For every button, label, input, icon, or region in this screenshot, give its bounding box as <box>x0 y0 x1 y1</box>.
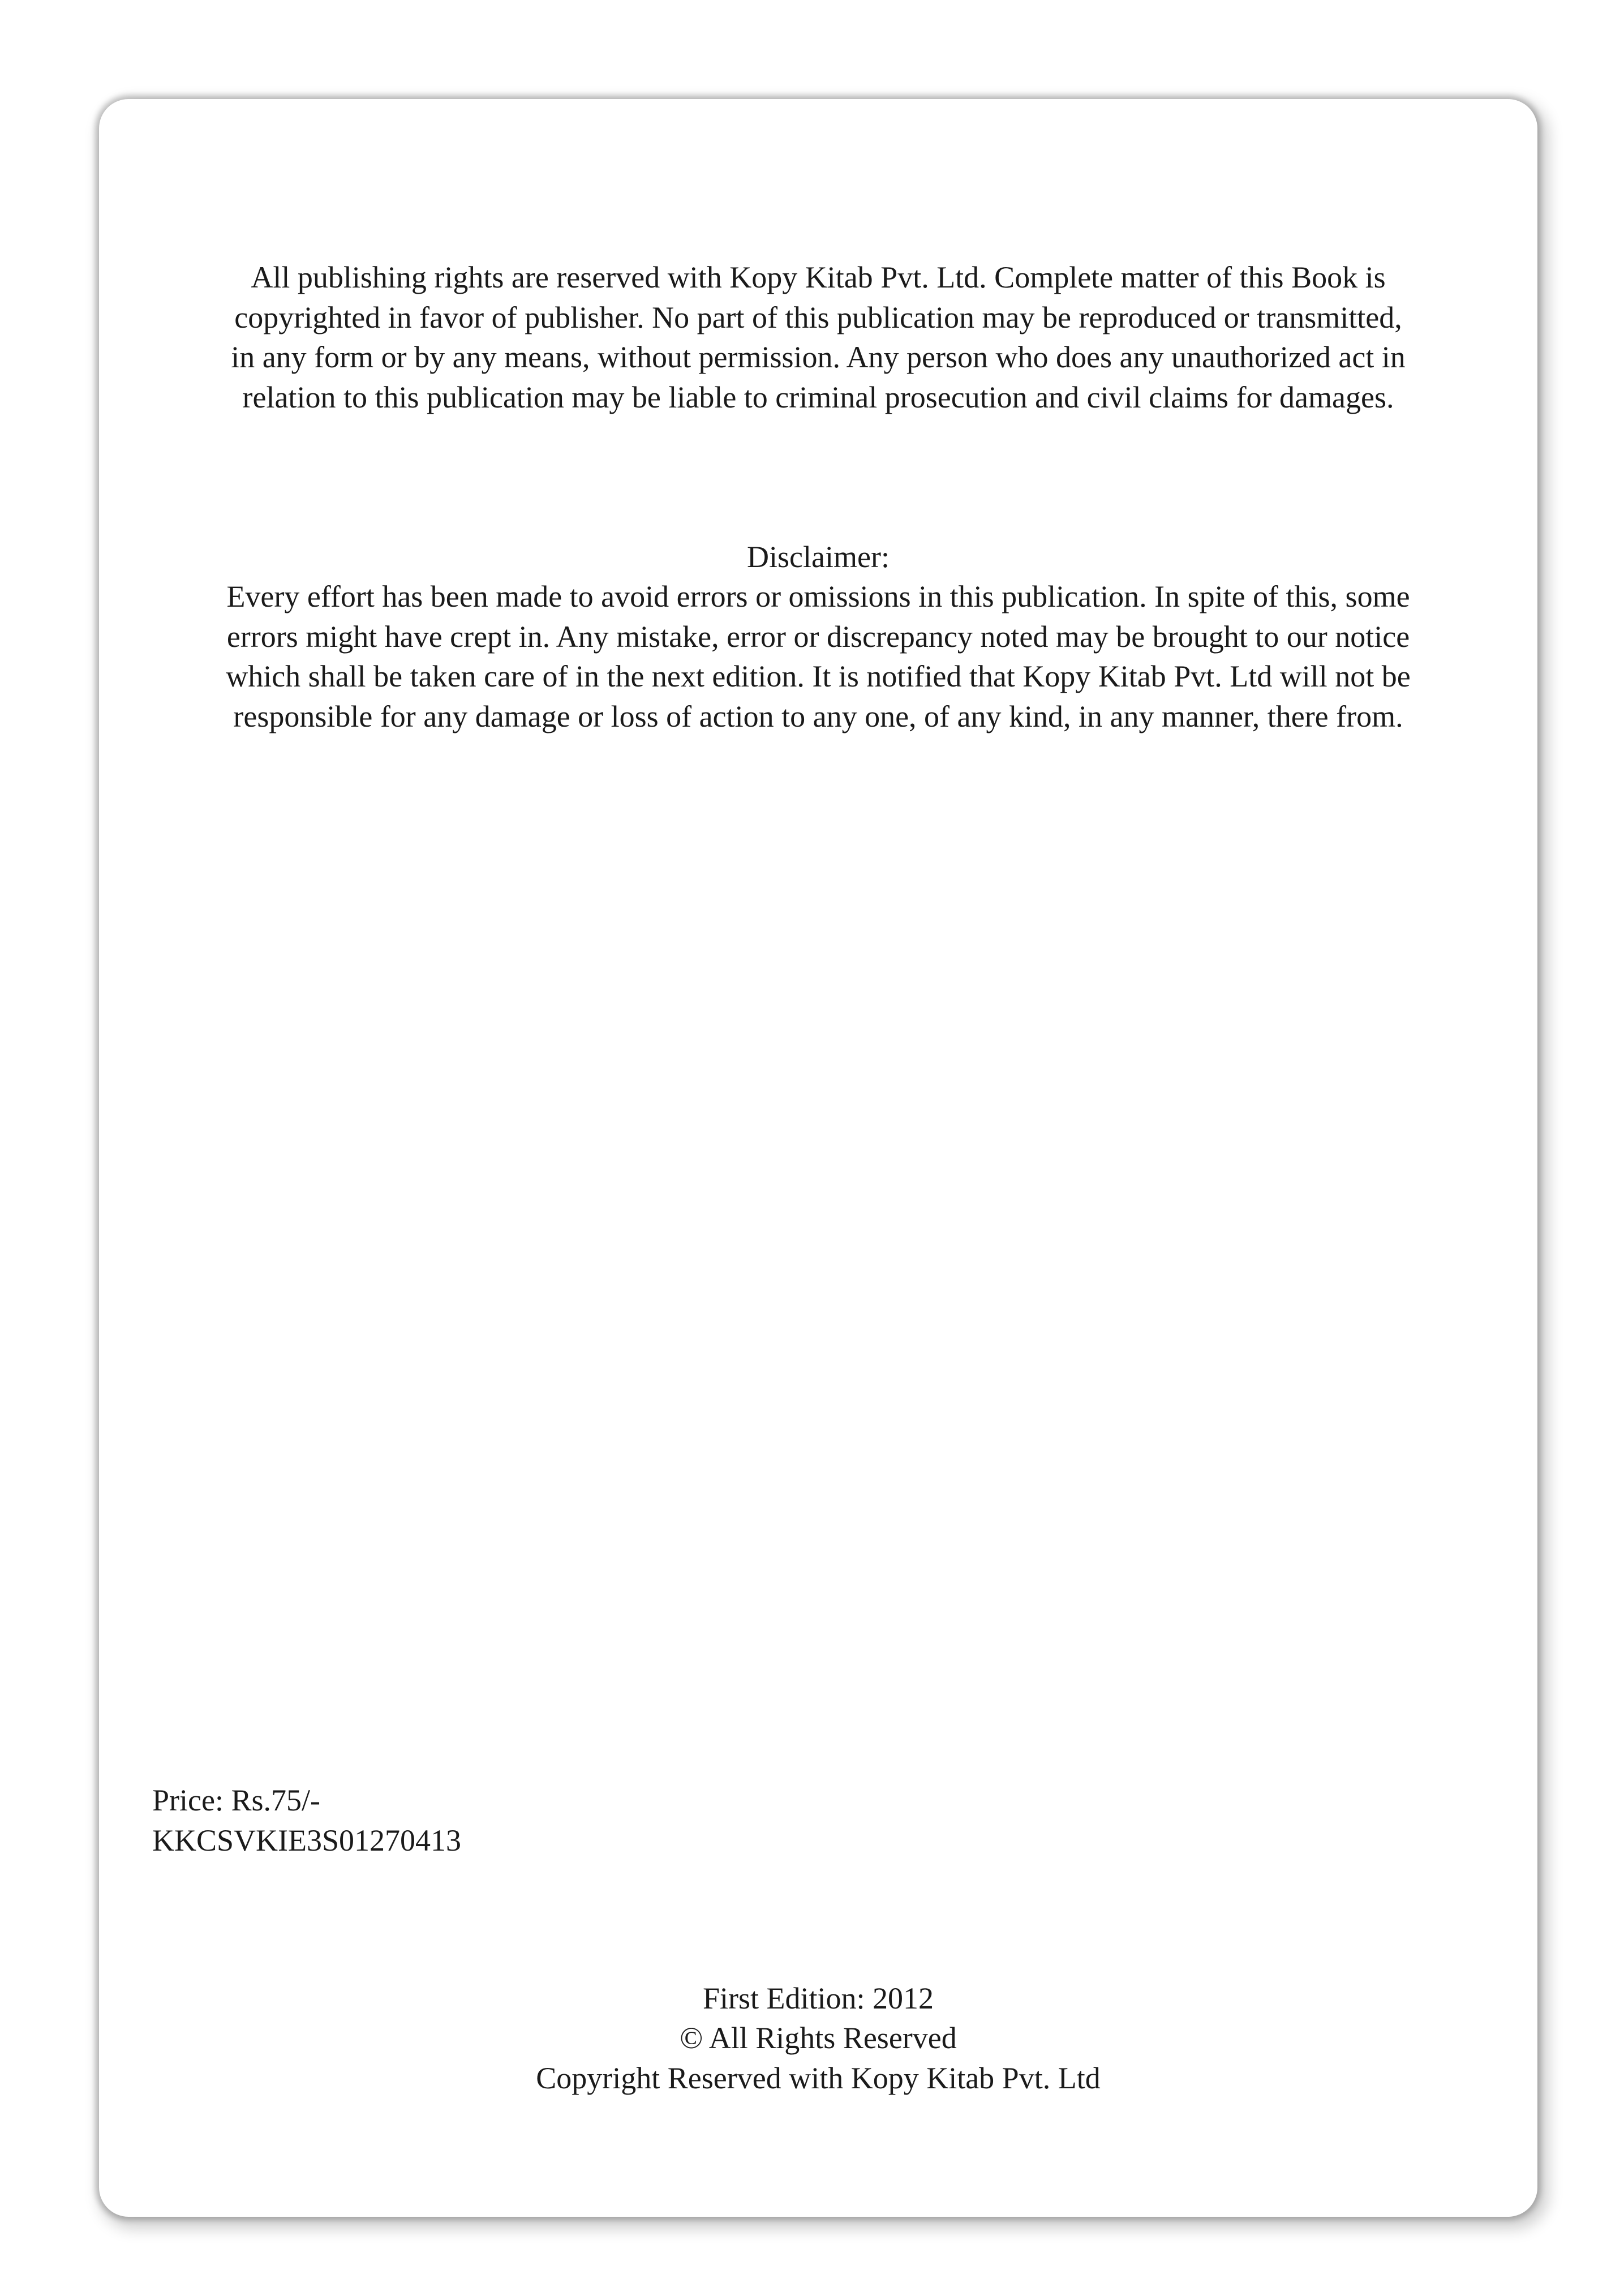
rights-reserved-text: © All Rights Reserved <box>680 2021 957 2055</box>
rights-line: relation to this publication may be liable to criminal prosecution and civil claims for damages. <box>242 380 1394 414</box>
disclaimer-line: Every effort has been made to avoid errors or omissions in this publication. In spite of this, some <box>226 580 1410 613</box>
book-code: KKCSVKIE3S01270413 <box>152 1823 462 1857</box>
rights-line: All publishing rights are reserved with Kopy Kitab Pvt. Ltd. Complete matter of this Book is <box>251 260 1386 294</box>
disclaimer-heading: Disclaimer: <box>747 540 890 574</box>
disclaimer-line: which shall be taken care of in the next edition. It is notified that Kopy Kitab Pvt. Ltd will not be <box>226 659 1411 693</box>
disclaimer-line: responsible for any damage or loss of action to any one, of any kind, in any manner, there from. <box>233 699 1403 733</box>
price-text: Price: Rs.75/- <box>152 1783 320 1817</box>
rights-line: copyrighted in favor of publisher. No part of this publication may be reproduced or transmitted, <box>234 301 1402 334</box>
page-card <box>99 99 1537 2217</box>
disclaimer-line: errors might have crept in. Any mistake, error or discrepancy noted may be brought to our notice <box>226 620 1410 654</box>
edition-text: First Edition: 2012 <box>702 1981 934 2015</box>
copyright-text: Copyright Reserved with Kopy Kitab Pvt. Ltd <box>536 2061 1101 2095</box>
rights-line: in any form or by any means, without permission. Any person who does any unauthorized act in <box>231 340 1406 374</box>
